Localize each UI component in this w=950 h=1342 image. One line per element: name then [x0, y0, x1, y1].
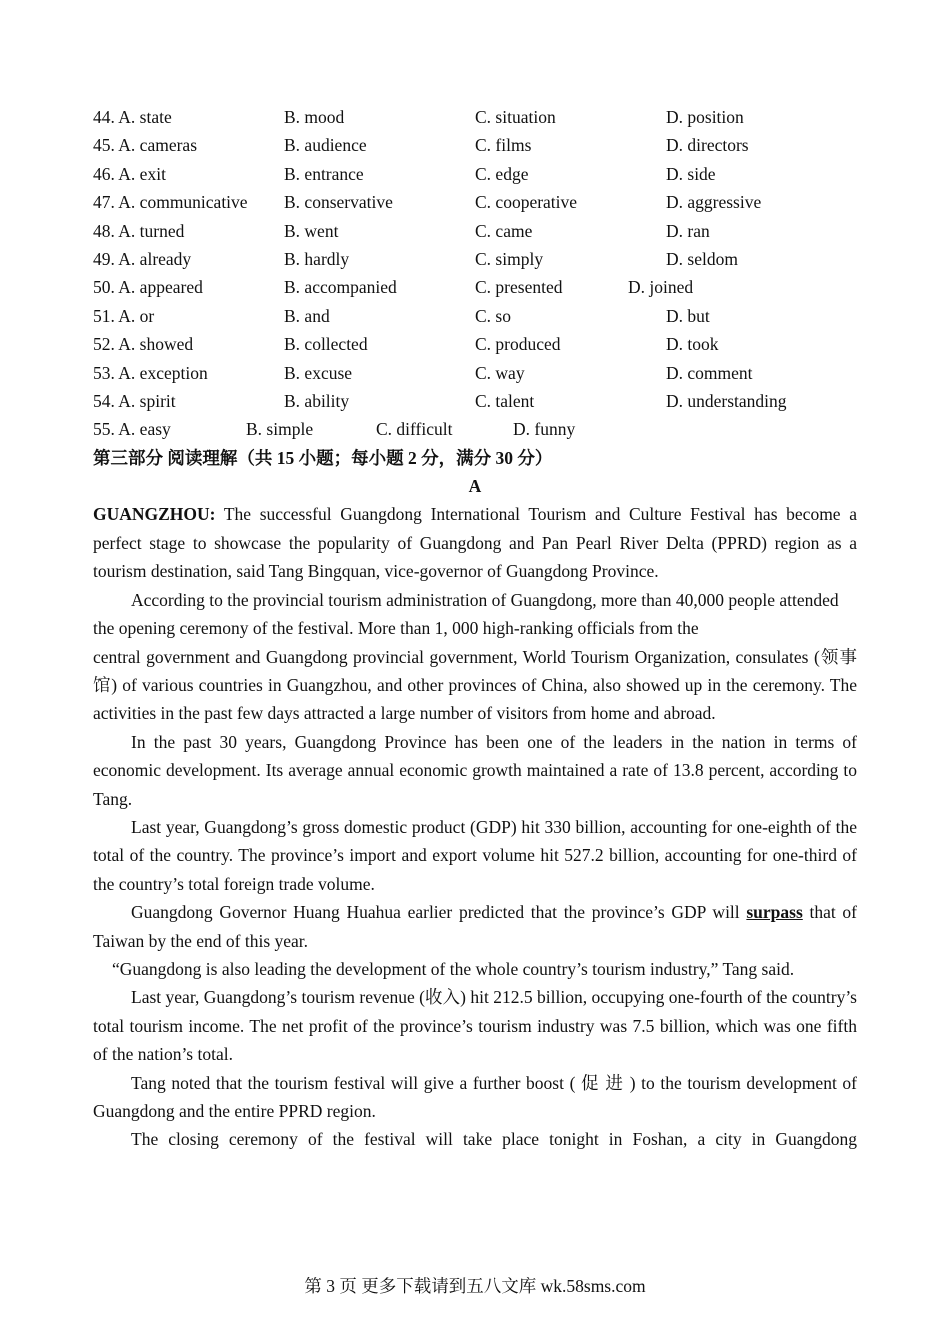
question-row [93, 131, 857, 159]
option-d: D. side [666, 163, 716, 184]
option-d: D. took [666, 334, 719, 355]
option-b: B. collected [284, 334, 368, 355]
question-number: 45. [93, 135, 115, 156]
option-c: C. difficult [376, 419, 453, 440]
option-a [93, 160, 166, 188]
paragraph-5-after: that of Taiwan by the end of this year. [93, 902, 857, 951]
question-row [93, 359, 857, 387]
paragraph-1 [93, 500, 857, 585]
option-a-text: A. cameras [118, 135, 198, 156]
option-a-text: A. appeared [118, 277, 203, 298]
option-a [93, 302, 154, 330]
option-b: B. ability [284, 390, 350, 411]
question-row [93, 330, 857, 358]
option-a [93, 131, 197, 159]
option-c: C. produced [475, 334, 561, 355]
option-d: D. funny [513, 419, 576, 440]
option-b: B. went [284, 220, 339, 241]
question-row [93, 188, 857, 216]
option-d: D. directors [666, 135, 749, 156]
question-number: 54. [93, 390, 115, 411]
passage-label: A [468, 476, 482, 497]
option-a [93, 330, 193, 358]
paragraph-4: Last year, Guangdong’s gross domestic product (GDP) hit 330 billion, accounting for one-eighth of the total of the country. The province’s import and export volume hit 527.2 billion, accounting for one-third of the country’s total foreign trade volume. [93, 816, 857, 894]
option-b: B. conservative [284, 192, 393, 213]
option-c: C. presented [475, 277, 563, 298]
paragraph-2-line-2: central government and Guangdong provincial government, World Tourism Organization, consulates (领事馆) of various countries in Guangzhou, and other provinces of China, also showed up in the ceremony. The activities in the past few days attracted a large number of visitors from home and abroad. [93, 646, 857, 724]
option-c: C. films [475, 135, 532, 156]
page-footer: 第 3 页 更多下载请到五八文库 wk.58sms.com [304, 1276, 646, 1296]
option-c: C. came [475, 220, 533, 241]
option-a-text: A. state [118, 107, 172, 127]
option-b: B. simple [246, 419, 314, 440]
option-a-text: A. exception [118, 362, 208, 383]
option-a-text: A. exit [118, 163, 166, 184]
question-number: 44. [93, 107, 115, 127]
option-c: C. cooperative [475, 192, 578, 213]
option-b: B. audience [284, 135, 367, 156]
option-a-text: A. communicative [118, 192, 248, 213]
option-d: D. comment [666, 362, 753, 383]
option-d: D. ran [666, 220, 710, 241]
option-b: B. accompanied [284, 277, 397, 298]
option-a-text: A. easy [118, 419, 171, 440]
option-c: C. edge [475, 163, 529, 184]
option-b: B. excuse [284, 362, 353, 383]
option-a-text: A. already [118, 248, 192, 269]
paragraph-7: Last year, Guangdong’s tourism revenue (收入) hit 212.5 billion, occupying one-fourth of the country’s total tourism income. The net profit of the province’s tourism industry was 7.5 billion, which was one fifth of the nation’s total. [93, 987, 857, 1065]
option-a [93, 245, 191, 273]
option-a [93, 415, 171, 443]
paragraph-6: “Guangdong is also leading the development of the whole country’s tourism industry,” Tang said. [112, 958, 795, 979]
option-a-text: A. turned [118, 220, 185, 241]
question-row [93, 160, 857, 188]
option-a-text: A. showed [118, 334, 194, 355]
question-row [93, 217, 857, 245]
paragraph-8: Tang noted that the tourism festival will give a further boost ( 促 进 ) to the tourism development of Guangdong and the entire PPRD region. [93, 1072, 857, 1121]
question-number: 50. [93, 277, 115, 298]
option-a [93, 217, 184, 245]
document-page [93, 103, 857, 1154]
option-b: B. mood [284, 107, 345, 127]
dateline: GUANGZHOU: [93, 504, 216, 525]
option-c: C. so [475, 305, 511, 326]
question-row [93, 415, 857, 443]
option-a [93, 387, 176, 415]
option-c: C. situation [475, 107, 556, 127]
question-number: 55. [93, 419, 115, 440]
question-number: 48. [93, 220, 115, 241]
option-c: C. simply [475, 248, 544, 269]
option-a-text: A. spirit [118, 390, 176, 411]
option-d: D. but [666, 305, 710, 326]
question-number: 53. [93, 362, 115, 383]
paragraph-1-text: The successful Guangdong International Tourism and Culture Festival has become a perfect stage to showcase the popularity of Guangdong and Pan Pearl River Delta (PPRD) region as a tourism destination, said Tang Bingquan, vice-governor of Guangdong Province. [93, 504, 857, 582]
option-a-text: A. or [118, 305, 155, 326]
option-a [93, 188, 248, 216]
option-d: D. position [666, 107, 744, 127]
question-row [93, 245, 857, 273]
option-d: D. seldom [666, 248, 738, 269]
option-b: B. and [284, 305, 330, 326]
option-d: D. aggressive [666, 192, 762, 213]
question-row [93, 273, 857, 301]
paragraph-5-before: Guangdong Governor Huang Huahua earlier predicted that the province’s GDP will [131, 902, 747, 923]
question-number: 47. [93, 192, 115, 213]
section-title: 第三部分 阅读理解（共 15 小题；每小题 2 分，满分 30 分） [93, 447, 553, 468]
question-row [93, 103, 857, 131]
underlined-word: surpass [746, 902, 803, 923]
question-number: 46. [93, 163, 115, 184]
option-a [93, 359, 208, 387]
question-row [93, 302, 857, 330]
option-c: C. talent [475, 390, 535, 411]
option-d: D. joined [628, 277, 694, 298]
option-d: D. understanding [666, 390, 787, 411]
paragraph-5 [93, 898, 857, 955]
question-number: 51. [93, 305, 115, 326]
paragraph-9: The closing ceremony of the festival will take place tonight in Foshan, a city in Guangdong [131, 1129, 857, 1150]
question-number: 49. [93, 248, 115, 269]
question-options-list [93, 103, 857, 444]
question-row [93, 387, 857, 415]
option-a [93, 273, 203, 301]
option-a [93, 103, 172, 131]
option-c: C. way [475, 362, 525, 383]
option-b: B. entrance [284, 163, 364, 184]
paragraph-3: In the past 30 years, Guangdong Province has been one of the leaders in the nation in terms of economic development. Its average annual economic growth maintained a rate of 13.8 percent, according to Tang. [93, 731, 857, 809]
paragraph-2-line-1: According to the provincial tourism administration of Guangdong, more than 40,000 people attended the opening ceremony of the festival. More than 1, 000 high-ranking officials from the [93, 589, 839, 639]
option-b: B. hardly [284, 248, 350, 269]
question-number: 52. [93, 334, 115, 355]
